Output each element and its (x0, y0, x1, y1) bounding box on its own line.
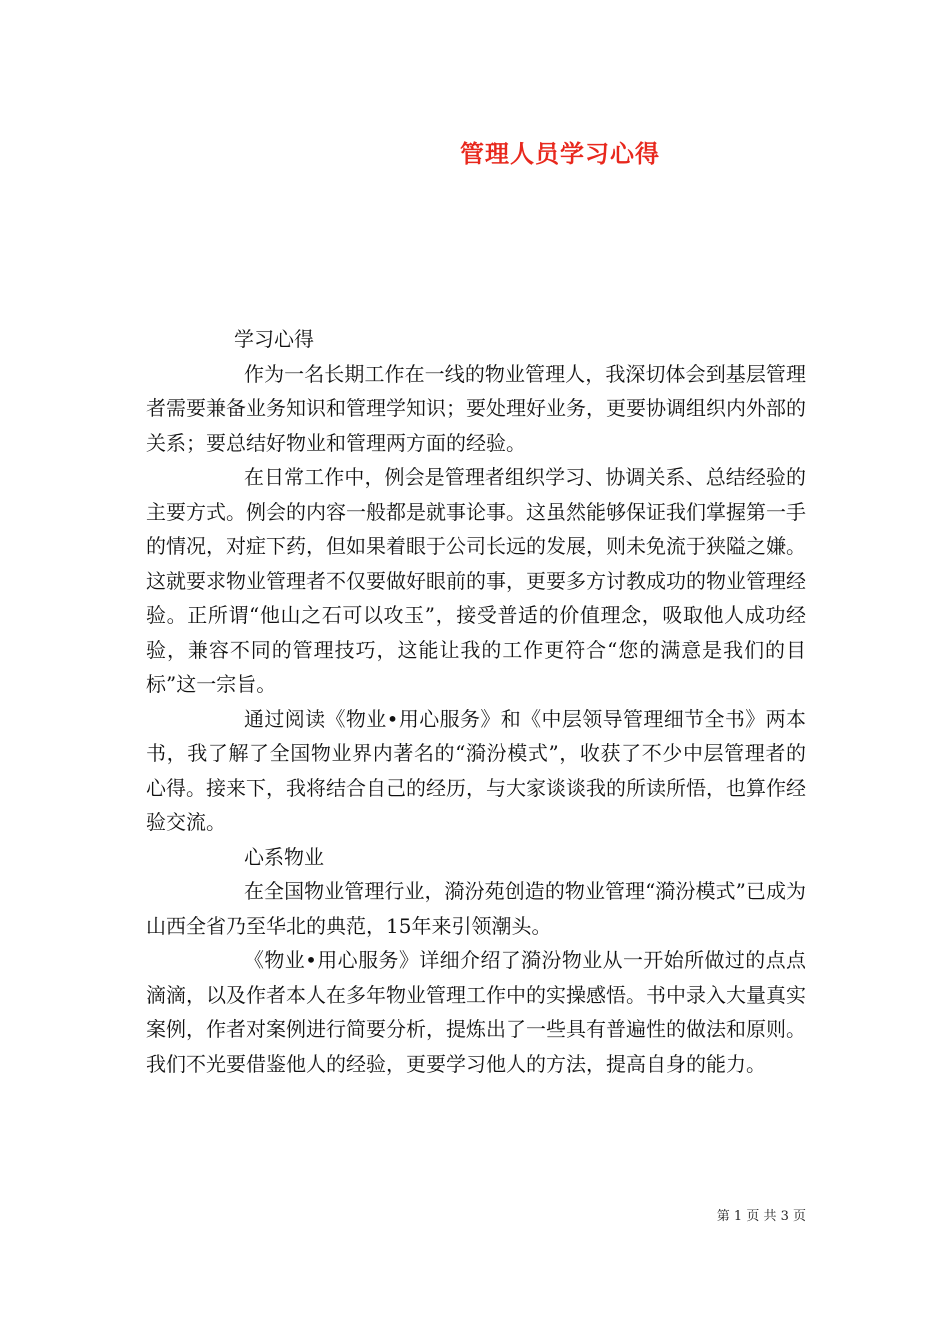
paragraph-4: 在全国物业管理行业，漪汾苑创造的物业管理“漪汾模式”已成为山西全省乃至华北的典范，15年来引领潮头。 (146, 879, 806, 938)
subheading: 心系物业 (244, 844, 324, 869)
page-number-footer: 第 1 页 共 3 页 (716, 1209, 806, 1224)
paragraph-1: 作为一名长期工作在一线的物业管理人，我深切体会到基层管理者需要兼备业务知识和管理学知识；要处理好业务，更要协调组织内外部的关系；要总结好物业和管理两方面的经验。 (146, 361, 806, 455)
document-body (146, 322, 806, 1081)
paragraph-3: 通过阅读《物业•用心服务》和《中层领导管理细节全书》两本书，我了解了全国物业界内著名的“漪汾模式”，收获了不少中层管理者的心得。接来下，我将结合自己的经历，与大家谈谈我的所读所悟，也算作经验交流。 (146, 706, 806, 834)
paragraph-2: 在日常工作中，例会是管理者组织学习、协调关系、总结经验的主要方式。例会的内容一般都是就事论事。这虽然能够保证我们掌握第一手的情况，对症下药，但如果着眼于公司长远的发展，则未免流于狭隘之嫌。这就要求物业管理者不仅要做好眼前的事，更要多方讨教成功的物业管理经验。正所谓“他山之石可以攻玉”，接受普适的价值理念，吸取他人成功经验，兼容不同的管理技巧，这能让我的工作更符合“您的满意是我们的目标”这一宗旨。 (146, 465, 806, 696)
paragraph-5: 《物业•用心服务》详细介绍了漪汾物业从一开始所做过的点点滴滴，以及作者本人在多年物业管理工作中的实操感悟。书中录入大量真实案例，作者对案例进行简要分析，提炼出了一些具有普遍性的做法和原则。我们不光要借鉴他人的经验，更要学习他人的方法，提高自身的能力。 (146, 948, 806, 1076)
document-title: 管理人员学习心得 (460, 139, 660, 168)
section-heading: 学习心得 (234, 327, 314, 351)
